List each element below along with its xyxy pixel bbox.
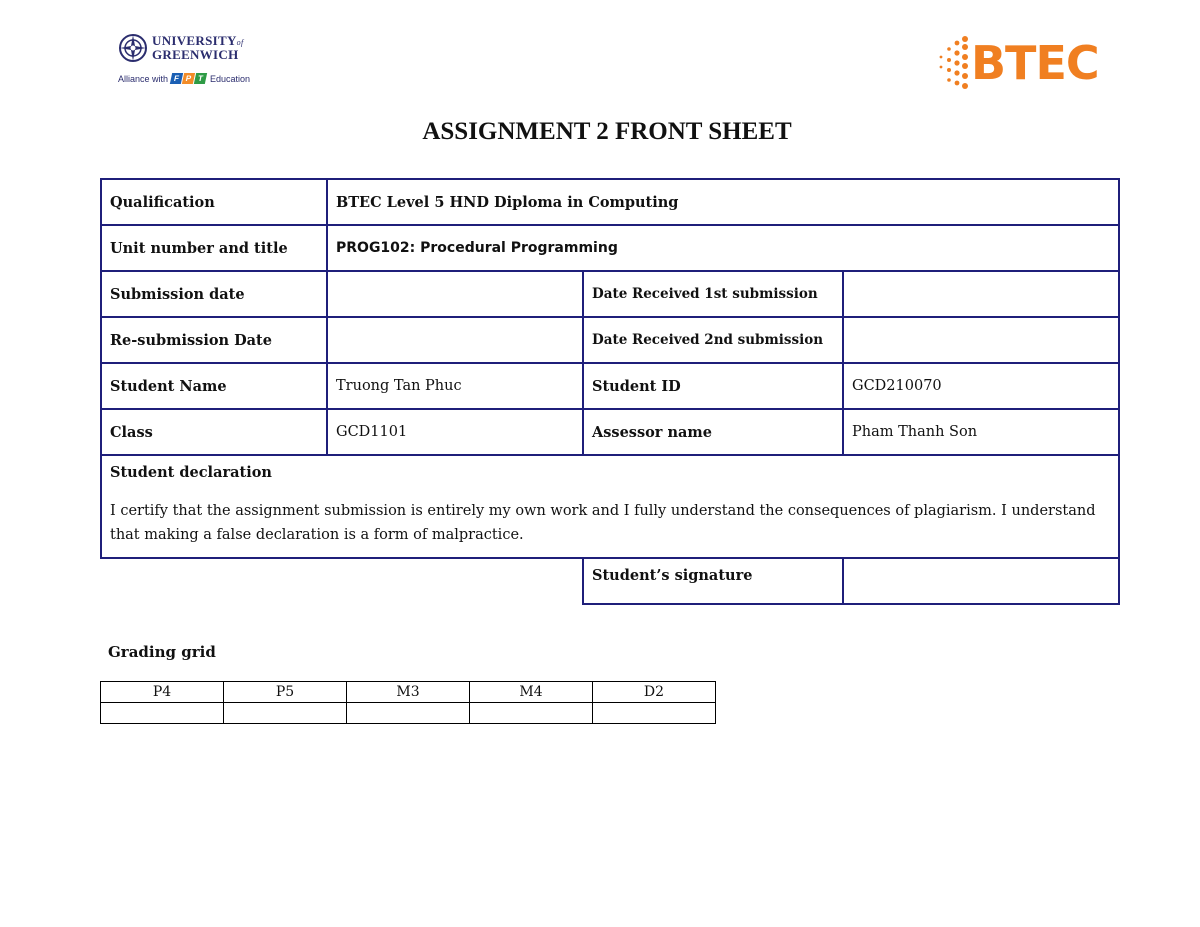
date-received-1-field[interactable]: [843, 271, 1119, 317]
grading-value-row: [101, 703, 716, 724]
table-row: [101, 409, 1119, 455]
resubmission-field[interactable]: [327, 317, 583, 363]
signature-label: Student’s signature: [583, 558, 843, 604]
class-label: Class: [101, 409, 327, 455]
resubmission-label: Re-submission Date: [101, 317, 327, 363]
grade-header-p5: P5: [224, 682, 347, 703]
grade-header-d2: D2: [593, 682, 716, 703]
submission-date-label: Submission date: [101, 271, 327, 317]
unit-label: Unit number and title: [101, 225, 327, 271]
submission-date-field[interactable]: [327, 271, 583, 317]
alliance-suffix: Education: [210, 73, 251, 84]
class-value: GCD1101: [327, 409, 583, 455]
grade-cell-d2[interactable]: [593, 703, 716, 724]
grade-cell-m3[interactable]: [347, 703, 470, 724]
table-row: [101, 271, 1119, 317]
front-sheet-table: [100, 178, 1120, 605]
table-row: [101, 317, 1119, 363]
grade-cell-m4[interactable]: [470, 703, 593, 724]
qualification-value: BTEC Level 5 HND Diploma in Computing: [327, 179, 1119, 225]
table-row: [101, 179, 1119, 225]
table-row: [101, 455, 1119, 558]
fpt-logo: F P T: [171, 73, 207, 84]
page-title: ASSIGNMENT 2 FRONT SHEET: [422, 118, 792, 145]
unit-value: PROG102: Procedural Programming: [327, 225, 1119, 271]
table-row: [101, 363, 1119, 409]
qualification-label: Qualification: [101, 179, 327, 225]
grade-header-m3: M3: [347, 682, 470, 703]
student-declaration: [101, 455, 1119, 558]
alliance-prefix: Alliance with: [118, 73, 169, 84]
student-id-label: Student ID: [583, 363, 843, 409]
declaration-title: Student declaration: [110, 464, 272, 481]
grade-header-p4: P4: [101, 682, 224, 703]
date-received-2-label: Date Received 2nd submission: [583, 317, 843, 363]
assessor-label: Assessor name: [583, 409, 843, 455]
assessor-value: Pham Thanh Son: [843, 409, 1119, 455]
student-id-value: GCD210070: [843, 363, 1119, 409]
grade-header-m4: M4: [470, 682, 593, 703]
table-row: [101, 225, 1119, 271]
student-name-label: Student Name: [101, 363, 327, 409]
table-row: [101, 558, 1119, 604]
date-received-2-field[interactable]: [843, 317, 1119, 363]
greenwich-crest-icon: [118, 33, 148, 63]
signature-field[interactable]: [843, 558, 1119, 604]
university-of-greenwich-logo: [118, 33, 258, 93]
btec-logo: [935, 33, 1125, 93]
grade-cell-p5[interactable]: [224, 703, 347, 724]
declaration-text: I certify that the assignment submission is entirely my own work and I fully understand the consequences of plagiarism. I understand that making a false declaration is a form of malpractice.: [110, 503, 1096, 543]
grade-cell-p4[interactable]: [101, 703, 224, 724]
alliance-line: [118, 73, 258, 84]
grading-grid: [100, 681, 716, 724]
date-received-1-label: Date Received 1st submission: [583, 271, 843, 317]
uog-wordmark: UNIVERSITYof GREENWICH: [152, 33, 244, 62]
grading-header-row: [101, 682, 716, 703]
btec-dots-icon: [935, 35, 973, 91]
student-name-value: Truong Tan Phuc: [327, 363, 583, 409]
btec-wordmark: BTEC: [971, 36, 1099, 90]
grading-grid-label: Grading grid: [108, 643, 216, 661]
signature-spacer: [101, 558, 583, 604]
